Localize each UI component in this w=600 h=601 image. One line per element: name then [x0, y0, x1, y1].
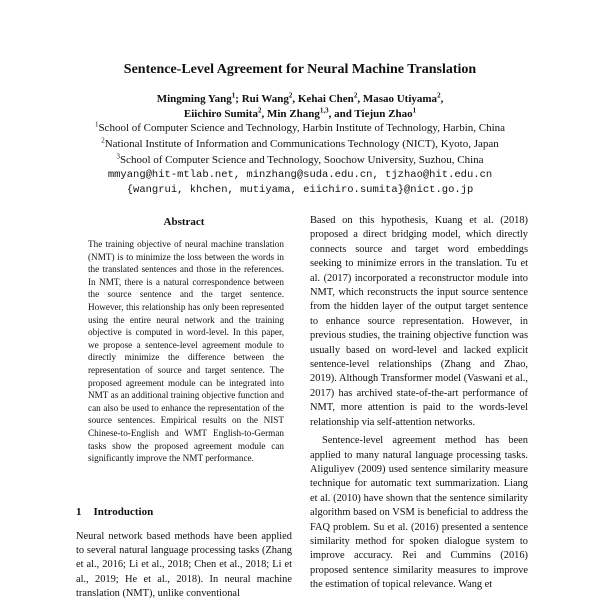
affiliation-sup: 2	[101, 136, 105, 145]
author-sep: ,	[440, 93, 444, 105]
author: Min Zhang	[266, 108, 320, 120]
body-paragraph: Sentence-level agreement method has been applied to many natural language processing tasks. Aliguliyev (2009) used sentence similarity measure technique for automatic text summarization. Liang et al. (2010) have shown that the sentence similarity algorithm based on VSM is beneficial to address the FAQ problem. Su et al. (2016) presented a sentence similarity method for spoken dialogue system to improve accuracy. Rei and Cummins (2016) proposed sentence similarity measures to improve the estimation of topical relevance. Wang et	[310, 435, 528, 591]
right-column	[310, 214, 528, 593]
affiliation-sup: 1	[94, 120, 99, 129]
affiliation-text: National Institute of Information and Communications Technology (NICT), Kyoto, Japan	[104, 138, 499, 150]
author-sup: 2	[437, 91, 441, 100]
introduction-text: Neural network based methods have been applied to several natural language processing tasks (Zhang et al., 2016; Li et al., 2018; Chen et al., 2018; Li et al., 2019; He et al., 2018). In neural machine translation (NMT), unlike conventional	[76, 531, 292, 599]
author-sup: 1,3	[319, 106, 329, 115]
section-heading	[76, 506, 153, 518]
author-list	[0, 92, 600, 122]
author: Masao Utiyama	[362, 93, 438, 105]
author-sep: ;	[235, 93, 242, 105]
abstract-text: The training objective of neural machine translation (NMT) is to minimize the loss between the words in the translated sentences and those in the references. In NMT, there is a natural correspondence between the source sentence and the target sentence. However, this relationship has only been represented using the entire neural network and the training objective is computed in word-level. In this paper, we propose a sentence-level agreement module to directly minimize the difference between the representation of source and target sentence. The proposed agreement module can be integrated into NMT as an additional training objective function and can also be used to enhance the representation of the source sentences. Empirical results on the NIST Chinese-to-English and WMT English-to-German tasks show the proposed agreement module can significantly improve the NMT performance.	[88, 239, 284, 464]
abstract-heading: Abstract	[163, 216, 205, 228]
affiliation	[0, 120, 600, 136]
author: Mingming Yang	[156, 93, 232, 105]
email-line: {wangrui, khchen, mutiyama, eiichiro.sumita}@nict.go.jp	[126, 184, 474, 196]
affiliation-text: School of Computer Science and Technology, Harbin Institute of Technology, Harbin, China	[98, 122, 506, 134]
email-list	[0, 168, 600, 198]
author-sep: ,	[357, 93, 363, 105]
author-sup: 2	[288, 91, 293, 100]
author-sup: 1	[231, 91, 236, 100]
affiliation-list	[0, 120, 600, 168]
author: Eiichiro Sumita	[183, 108, 258, 120]
affiliation	[0, 136, 600, 152]
author-sep: ,	[261, 108, 267, 120]
author-sep: ,	[292, 93, 298, 105]
author: Kehai Chen	[297, 93, 354, 105]
author-sup: 2	[257, 106, 262, 115]
section-title: Introduction	[93, 506, 154, 518]
author: Tiejun Zhao	[354, 108, 413, 120]
affiliation-sup: 3	[116, 152, 120, 161]
author-line-2	[184, 108, 416, 120]
paper-title: Sentence-Level Agreement for Neural Machine Translation	[123, 62, 477, 77]
author-line-1	[157, 93, 444, 105]
author-sep: , and	[328, 108, 355, 120]
affiliation	[0, 152, 600, 168]
author-sup: 2	[353, 91, 358, 100]
author: Rui Wang	[241, 93, 289, 105]
author-sup: 1	[412, 106, 417, 115]
section-number: 1	[76, 506, 82, 518]
email-line: mmyang@hit-mtlab.net, minzhang@suda.edu.cn, tjzhao@hit.edu.cn	[107, 169, 493, 181]
body-paragraph: Based on this hypothesis, Kuang et al. (2018) proposed a direct bridging model, which directly connects source and target word embeddings seeking to minimize errors in the translation. Tu et al. (2017) incorporated a reconstructor module into NMT, which reconstructs the input source sentence from the hidden layer of the output target sentence to enhance source representation. However, in previous studies, the training objective function was usually based on word-level and lacked explicit sentence-level relationships (Zhang and Zhao, 2019). Although Transformer model (Vaswani et al., 2017) has archived state-of-the-art performance of NMT, more attention is paid to the words-level relationship via self-attention networks.	[310, 215, 528, 428]
affiliation-text: School of Computer Science and Technology, Soochow University, Suzhou, China	[119, 154, 484, 166]
